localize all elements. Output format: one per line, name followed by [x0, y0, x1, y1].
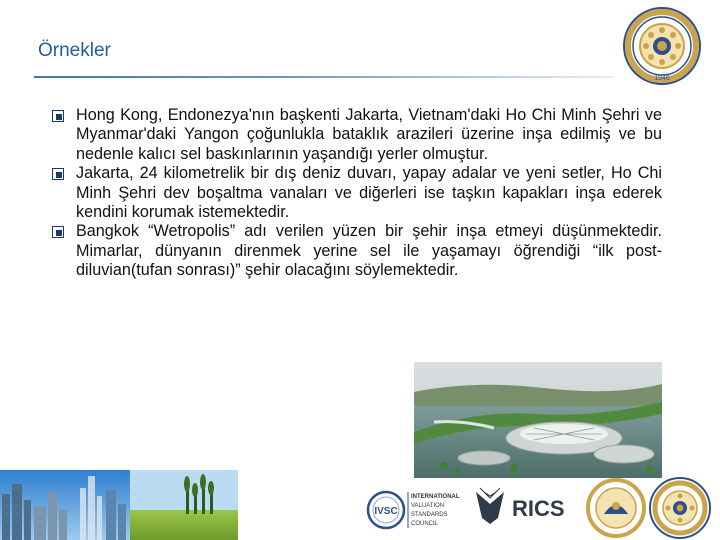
ivsc-logo [364, 480, 464, 538]
checkbox-bullet-icon [52, 226, 64, 238]
bullet-text: Jakarta, 24 kilometrelik bir dış deniz duvarı, yapay adalar ve yeni setler, Ho Chi Minh Şehri dev boşaltma vanaları ve diğerleri ise taşkın kapakları inşa ederek kendini korumak istemektedir. [76, 164, 662, 222]
university-seal-icon [622, 6, 702, 86]
city-skyline-photo [0, 470, 238, 540]
checkbox-bullet-icon [52, 110, 64, 122]
floating-city-render-image [414, 362, 662, 478]
bullet-text: Bangkok “Wetropolis” adı verilen yüzen bir şehir inşa etmeyi düşünmektedir. Mimarlar, dünyanın direnmek yerine sel ile yaşamayı öğrendiği “ilk post- diluvian(tufan sonrası)” şehir olacağını söylemektedir. [76, 222, 662, 280]
university-seals-icon [584, 474, 714, 540]
bullet-item [52, 106, 662, 164]
ivsc-line-3: STANDARDS [411, 512, 448, 518]
bullet-item [52, 222, 662, 280]
slide-title: Örnekler [38, 40, 111, 61]
rics-emblem-icon [476, 488, 504, 524]
ivsc-line-4: COUNCIL [411, 521, 439, 527]
rics-wordmark: RICS [512, 496, 565, 521]
title-divider [34, 76, 614, 78]
bullet-item [52, 164, 662, 222]
ivsc-line-2: VALUATION [411, 503, 445, 509]
seal-year-top: 1946 [654, 75, 670, 82]
ivsc-line-1: INTERNATIONAL [411, 494, 460, 500]
bullet-text: Hong Kong, Endonezya'nın başkenti Jakarta, Vietnam'daki Ho Chi Minh Şehri ve Myanmar'daki Yangon çoğunlukla bataklık arazileri üzerine inşa edilmiş ve bu nedenle kalıcı sel baskınlarının yaşandığı yerler olmuştur. [76, 106, 662, 163]
checkbox-bullet-icon [52, 168, 64, 180]
bullet-list [52, 106, 662, 281]
ivsc-mark-text: IVSC [374, 506, 398, 517]
rics-logo [468, 478, 578, 538]
